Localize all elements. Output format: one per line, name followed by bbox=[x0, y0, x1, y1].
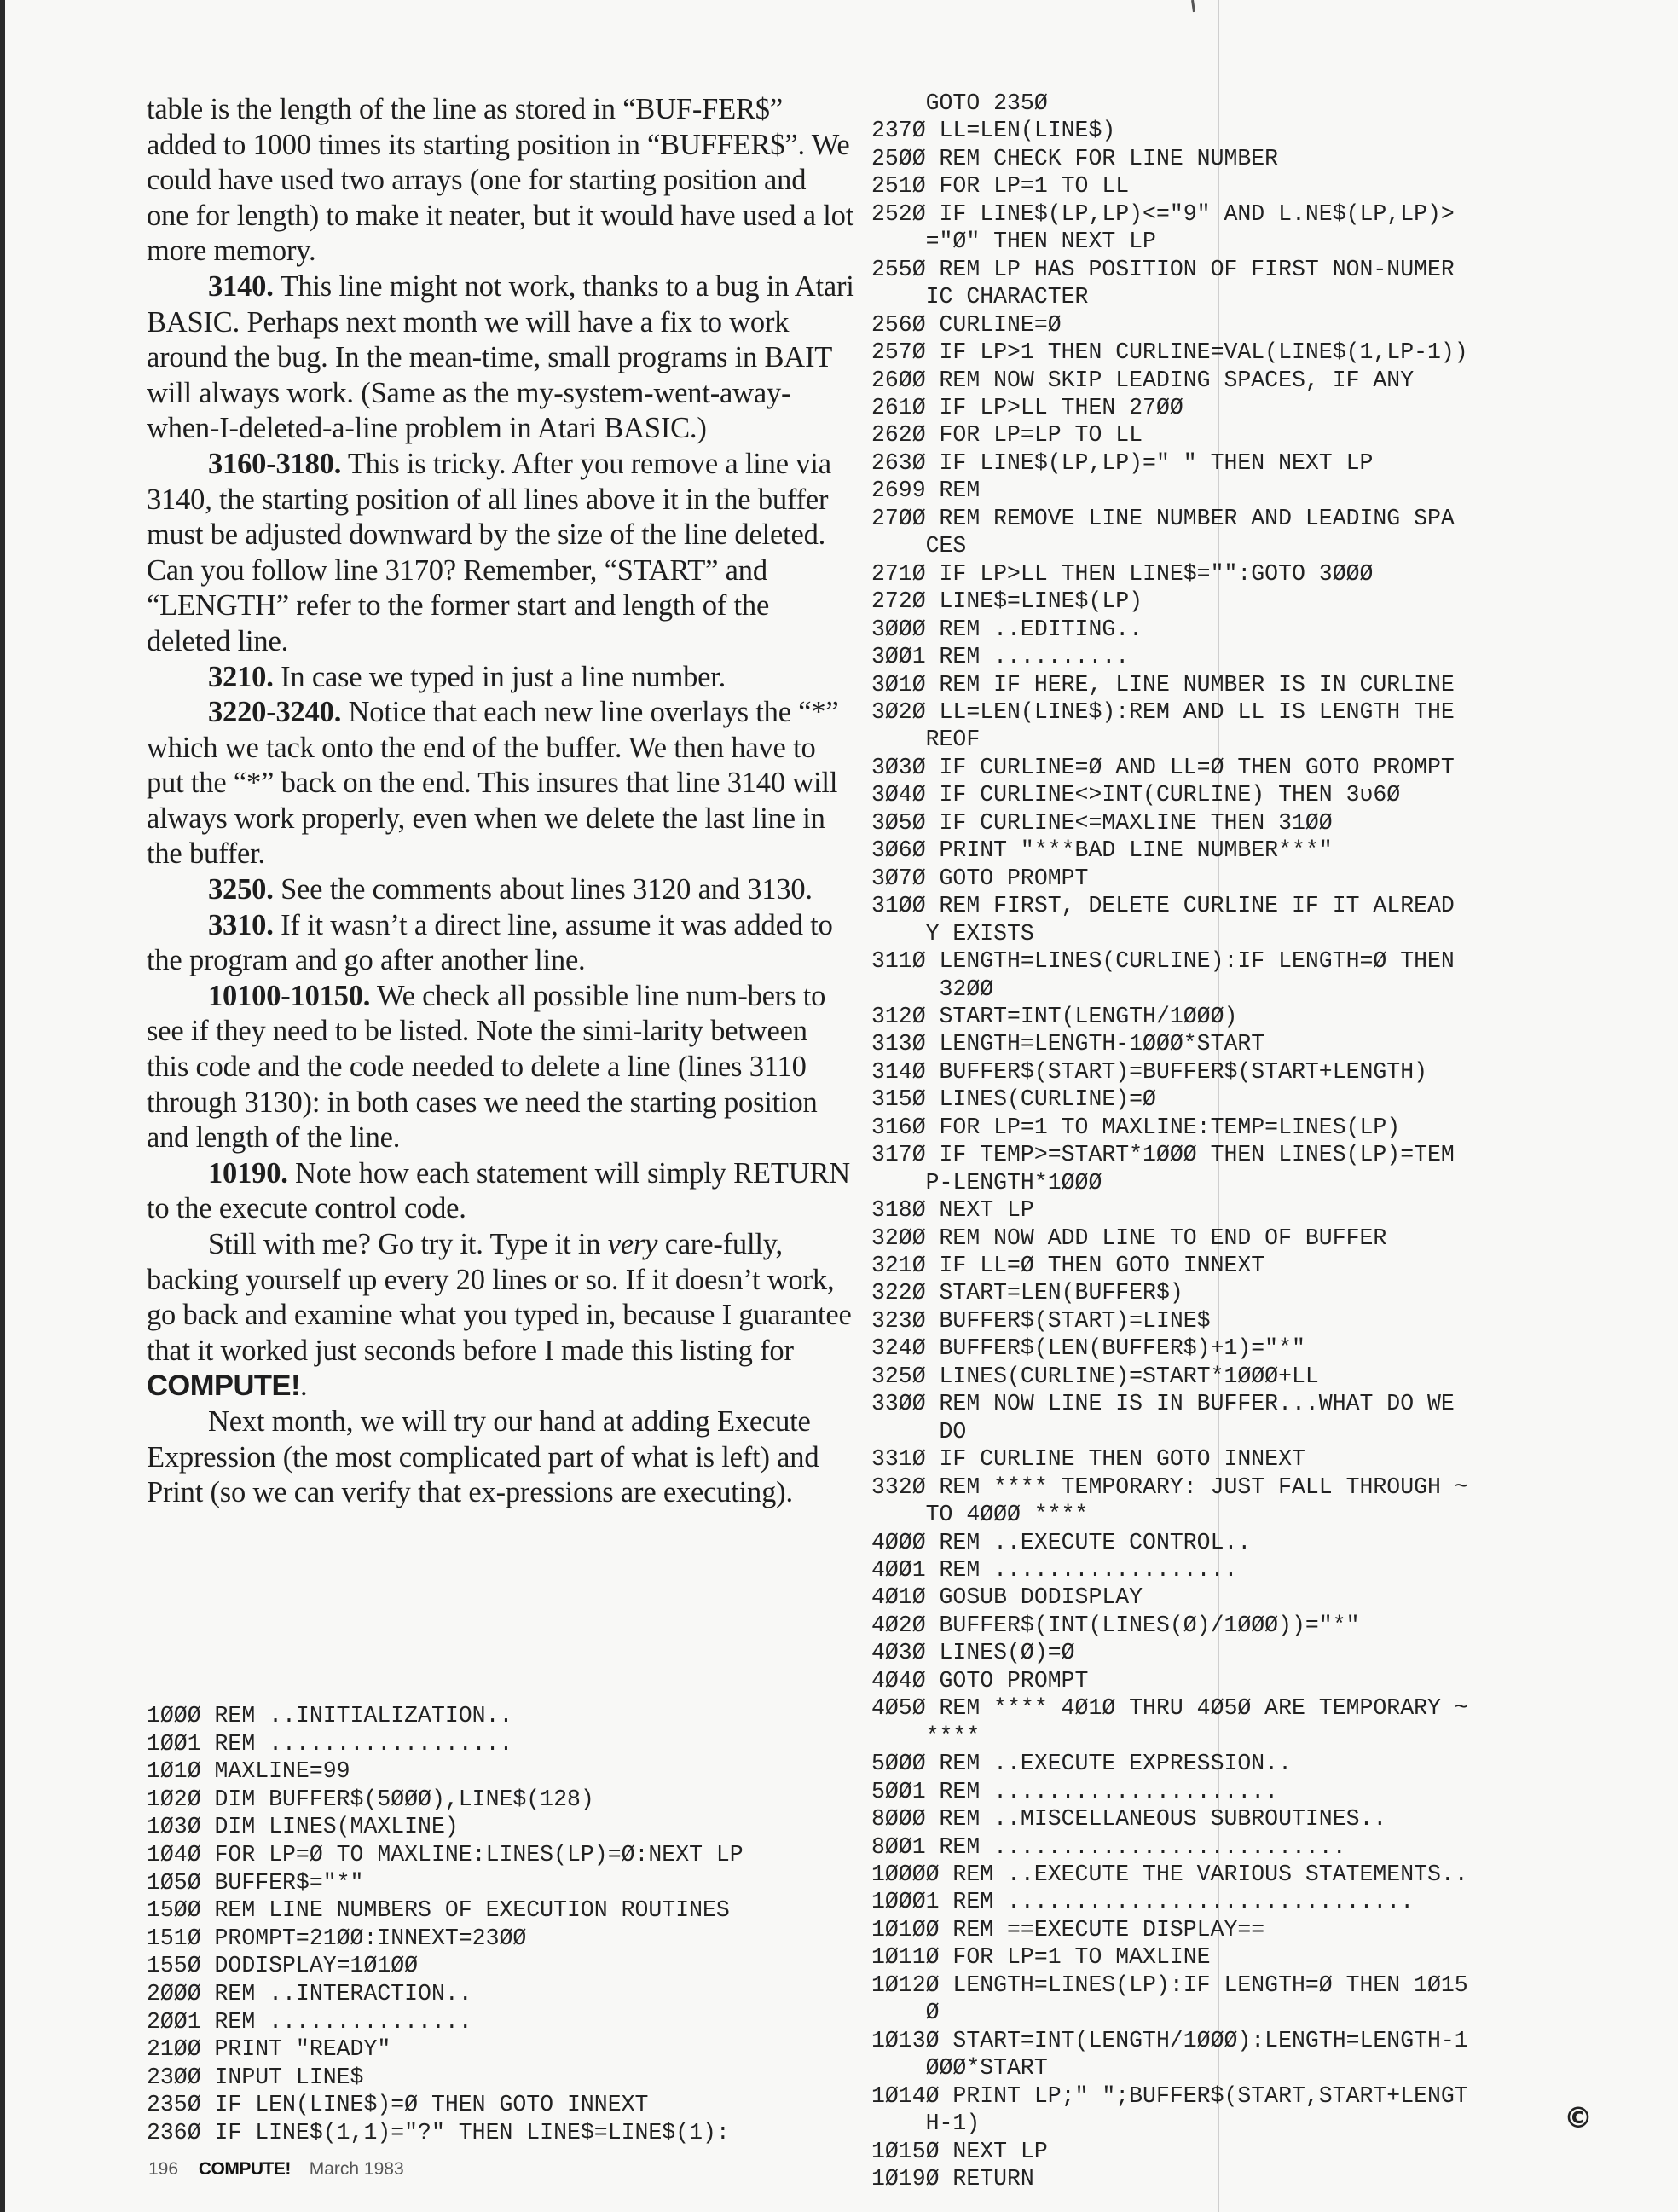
paragraph bbox=[147, 979, 854, 1156]
code-line: P-LENGTH*1ØØØ bbox=[871, 1169, 1102, 1196]
code-line: 323Ø BUFFER$(START)=LINE$ bbox=[871, 1307, 1211, 1334]
code-line: TO 4ØØØ **** bbox=[871, 1502, 1089, 1528]
code-line: 1Ø1ØØ REM ==EXECUTE DISPLAY== bbox=[871, 1916, 1265, 1943]
code-line: 255Ø REM LP HAS POSITION OF FIRST NON-NUMER bbox=[871, 256, 1455, 282]
code-line: 32ØØ REM NOW ADD LINE TO END OF BUFFER bbox=[871, 1225, 1387, 1251]
emphasis-text: very bbox=[607, 1228, 658, 1260]
paragraph-text: See the comments about lines 3120 and 3130. bbox=[273, 873, 813, 906]
code-line: 331Ø IF CURLINE THEN GOTO INNEXT bbox=[871, 1446, 1305, 1473]
code-line: 2ØØØ REM ..INTERACTION.. bbox=[147, 1980, 472, 2006]
paragraph bbox=[147, 872, 854, 908]
paragraph bbox=[147, 695, 854, 872]
paragraph bbox=[147, 660, 854, 696]
code-line: 2ØØ1 REM ............... bbox=[147, 2008, 472, 2035]
paragraph bbox=[147, 269, 854, 447]
magazine-name: COMPUTE! bbox=[147, 1369, 300, 1403]
paragraph-lead: 3310. bbox=[208, 908, 274, 941]
code-line: 27ØØ REM REMOVE LINE NUMBER AND LEADING SPA bbox=[871, 505, 1455, 531]
footer-magazine-name: COMPUTE! bbox=[198, 2159, 291, 2179]
code-line: 325Ø LINES(CURLINE)=START*1ØØØ+LL bbox=[871, 1363, 1319, 1389]
code-line: CES bbox=[871, 533, 967, 559]
code-line: 33ØØ REM NOW LINE IS IN BUFFER...WHAT DO WE bbox=[871, 1391, 1455, 1417]
code-line: 31ØØ REM FIRST, DELETE CURLINE IF IT ALREAD bbox=[871, 893, 1455, 919]
page-footer bbox=[148, 2159, 404, 2180]
paragraph-text: Next month, we will try our hand at adding Execute Expression (the most complicated part of what is left) and Print (so we can verify that ex-pressions are executing). bbox=[147, 1404, 819, 1509]
code-line: 1Ø14Ø PRINT LP;" ";BUFFER$(START,START+LENGT bbox=[871, 2082, 1468, 2109]
code-line: REOF bbox=[871, 727, 981, 753]
code-line: 324Ø BUFFER$(LEN(BUFFER$)+1)="*" bbox=[871, 1335, 1305, 1362]
end-of-article-icon: © bbox=[1564, 2101, 1593, 2135]
code-line: 1Ø1Ø MAXLINE=99 bbox=[147, 1758, 350, 1785]
code-line: ="Ø" THEN NEXT LP bbox=[871, 229, 1156, 255]
code-line: 3Ø3Ø IF CURLINE=Ø AND LL=Ø THEN GOTO PROMPT bbox=[871, 754, 1455, 780]
code-line: 263Ø IF LINE$(LP,LP)=" " THEN NEXT LP bbox=[871, 449, 1374, 476]
code-line: 1Ø19Ø RETURN bbox=[871, 2165, 1034, 2192]
paragraph-lead: 10100-10150. bbox=[208, 979, 371, 1012]
paragraph-text: table is the length of the line as stored in “BUF-FER$” added to 1000 times its starting position in “BUFFER$”. We could have used two arrays (one for starting position and one for length) to make it neater, but it would have used a lot more memory. bbox=[147, 93, 854, 268]
code-line: 1ØØ1 REM .................. bbox=[147, 1730, 513, 1757]
paragraph-lead: 3220-3240. bbox=[208, 696, 342, 729]
code-line: 5ØØØ REM ..EXECUTE EXPRESSION.. bbox=[871, 1751, 1292, 1777]
code-line: 3ØØØ REM ..EDITING.. bbox=[871, 616, 1143, 642]
code-line: 5ØØ1 REM ..................... bbox=[871, 1778, 1279, 1804]
code-line: 1Ø15Ø NEXT LP bbox=[871, 2138, 1048, 2164]
code-line: 251Ø FOR LP=1 TO LL bbox=[871, 173, 1130, 200]
scan-mark bbox=[1191, 0, 1195, 12]
code-line: 15ØØ REM LINE NUMBERS OF EXECUTION ROUTINES bbox=[147, 1897, 730, 1924]
code-line: 1Ø2Ø DIM BUFFER$(5ØØØ),LINE$(128) bbox=[147, 1786, 594, 1812]
code-line: 8ØØ1 REM .......................... bbox=[871, 1833, 1346, 1860]
code-line: 1Ø13Ø START=INT(LENGTH/1ØØØ):LENGTH=LENGTH-1 bbox=[871, 2027, 1468, 2053]
code-line: 3ØØ1 REM .......... bbox=[871, 644, 1130, 670]
code-line: 314Ø BUFFER$(START)=BUFFER$(START+LENGTH) bbox=[871, 1058, 1428, 1085]
code-line: 236Ø IF LINE$(1,1)="?" THEN LINE$=LINE$(1): bbox=[147, 2119, 730, 2145]
paragraph-text: If it wasn’t a direct line, assume it was added to the program and go after another line. bbox=[147, 908, 833, 977]
paragraph-text: This line might not work, thanks to a bug in Atari BASIC. Perhaps next month we will have a fix to work around the bug. In the mean-time, small programs in BAIT will always work. (Same as the my-system-went-away-when-I-deleted-a-line problem in Atari BASIC.) bbox=[147, 269, 854, 445]
program-listing-left bbox=[147, 1702, 744, 2147]
code-line: GOTO 235Ø bbox=[871, 90, 1048, 116]
code-line: 316Ø FOR LP=1 TO MAXLINE:TEMP=LINES(LP) bbox=[871, 1114, 1401, 1140]
code-line: 4Ø2Ø BUFFER$(INT(LINES(Ø)/1ØØØ))="*" bbox=[871, 1612, 1360, 1638]
code-line: Y EXISTS bbox=[871, 920, 1034, 947]
paragraph-text: Notice that each new line overlays the “*” which we tack onto the end of the buffer. We then have to put the “*” back on the end. This insures that line 3140 will always work properly, even when we delete the last line in the buffer. bbox=[147, 696, 839, 871]
code-line: 256Ø CURLINE=Ø bbox=[871, 311, 1062, 338]
paragraph-lead: 3210. bbox=[208, 660, 274, 693]
code-line: 237Ø LL=LEN(LINE$) bbox=[871, 118, 1116, 144]
code-line: DO bbox=[871, 1418, 967, 1445]
code-line: 235Ø IF LEN(LINE$)=Ø THEN GOTO INNEXT bbox=[147, 2092, 649, 2118]
code-line: 151Ø PROMPT=21ØØ:INNEXT=23ØØ bbox=[147, 1925, 527, 1951]
code-line: 21ØØ PRINT "READY" bbox=[147, 2036, 391, 2063]
code-line: 4ØØØ REM ..EXECUTE CONTROL.. bbox=[871, 1529, 1252, 1555]
code-line: 318Ø NEXT LP bbox=[871, 1197, 1034, 1224]
paragraph-lead: 10190. bbox=[208, 1156, 288, 1190]
scan-edge bbox=[0, 0, 5, 2212]
page-number: 196 bbox=[148, 2159, 179, 2179]
code-line: 1Ø5Ø BUFFER$="*" bbox=[147, 1869, 364, 1896]
code-line: 271Ø IF LP>LL THEN LINE$="":GOTO 3ØØØ bbox=[871, 560, 1374, 587]
code-line: 272Ø LINE$=LINE$(LP) bbox=[871, 588, 1143, 615]
code-line: H-1) bbox=[871, 2111, 981, 2137]
paragraph-lead: 3160-3180. bbox=[208, 447, 342, 480]
paragraph-text: care-fully, backing yourself up every 20 lines or so. If it doesn’t work, go back and examine what you typed in, because I guarantee that it worked just seconds before I made this listing for bbox=[147, 1228, 852, 1367]
code-line: 1ØØØ REM ..INITIALIZATION.. bbox=[147, 1703, 513, 1728]
paragraph-text: This is tricky. After you remove a line via 3140, the starting position of all lines above it in the buffer must be adjusted downward by the size of the line deleted. Can you follow line 3170? Remember, “START” and “LENGTH” refer to the former start and length of the deleted line. bbox=[147, 447, 831, 657]
code-line: 262Ø FOR LP=LP TO LL bbox=[871, 422, 1143, 449]
code-line: 23ØØ INPUT LINE$ bbox=[147, 2064, 364, 2090]
code-line: 155Ø DODISPLAY=1Ø1ØØ bbox=[147, 1953, 419, 1979]
code-line: ØØØ*START bbox=[871, 2055, 1048, 2082]
paragraph-text: . bbox=[300, 1369, 308, 1403]
issue-date: March 1983 bbox=[309, 2159, 404, 2179]
code-line: 1ØØØØ REM ..EXECUTE THE VARIOUS STATEMENTS.. bbox=[871, 1862, 1468, 1887]
code-line: 311Ø LENGTH=LINES(CURLINE):IF LENGTH=Ø THEN bbox=[871, 948, 1455, 975]
code-line: 317Ø IF TEMP>=START*1ØØØ THEN LINES(LP)=TEM bbox=[871, 1142, 1455, 1168]
code-line: 315Ø LINES(CURLINE)=Ø bbox=[871, 1086, 1156, 1113]
code-line: 4Ø5Ø REM **** 4Ø1Ø THRU 4Ø5Ø ARE TEMPORARY ~ bbox=[871, 1695, 1468, 1722]
code-line: 312Ø START=INT(LENGTH/1ØØØ) bbox=[871, 1003, 1238, 1029]
code-line: 4Ø4Ø GOTO PROMPT bbox=[871, 1667, 1089, 1694]
paragraph-text: We check all possible line num-bers to see if they need to be listed. Note the simi-larity between this code and the code needed to delete a line (lines 3110 through 3130): in both cases we need the starting position and length of the line. bbox=[147, 979, 826, 1155]
code-line: 4Ø1Ø GOSUB DODISPLAY bbox=[871, 1584, 1143, 1611]
code-line: 1ØØØ1 REM .............................. bbox=[871, 1889, 1415, 1915]
code-line: 1Ø3Ø DIM LINES(MAXLINE) bbox=[147, 1814, 459, 1840]
code-line: 3Ø5Ø IF CURLINE<=MAXLINE THEN 31ØØ bbox=[871, 809, 1333, 836]
code-line: 26ØØ REM NOW SKIP LEADING SPACES, IF ANY bbox=[871, 367, 1415, 393]
code-line: **** bbox=[871, 1723, 981, 1749]
code-line: 2699 REM bbox=[871, 478, 981, 504]
paragraph bbox=[147, 447, 854, 660]
code-line: 3Ø6Ø PRINT "***BAD LINE NUMBER***" bbox=[871, 837, 1333, 864]
paragraph-text: In case we typed in just a line number. bbox=[273, 660, 726, 693]
code-line: 4Ø3Ø LINES(Ø)=Ø bbox=[871, 1640, 1075, 1666]
code-line: 3Ø4Ø IF CURLINE<>INT(CURLINE) THEN 3ʋ6Ø bbox=[871, 782, 1401, 808]
code-line: 1Ø4Ø FOR LP=Ø TO MAXLINE:LINES(LP)=Ø:NEXT LP bbox=[147, 1841, 744, 1867]
paragraph-next-month bbox=[147, 1404, 854, 1511]
code-line: 4ØØ1 REM .................. bbox=[871, 1557, 1238, 1584]
code-line: 3Ø7Ø GOTO PROMPT bbox=[871, 865, 1089, 891]
code-line: 25ØØ REM CHECK FOR LINE NUMBER bbox=[871, 145, 1279, 171]
code-line: 261Ø IF LP>LL THEN 27ØØ bbox=[871, 394, 1183, 420]
code-line: 321Ø IF LL=Ø THEN GOTO INNEXT bbox=[871, 1253, 1265, 1279]
code-line: 1Ø11Ø FOR LP=1 TO MAXLINE bbox=[871, 1944, 1211, 1971]
code-line: 313Ø LENGTH=LENGTH-1ØØØ*START bbox=[871, 1031, 1265, 1057]
paragraph-still-with-me bbox=[147, 1227, 854, 1404]
code-line: 322Ø START=LEN(BUFFER$) bbox=[871, 1280, 1183, 1306]
code-line: 3Ø2Ø LL=LEN(LINE$):REM AND LL IS LENGTH THE bbox=[871, 698, 1455, 725]
code-line: IC CHARACTER bbox=[871, 284, 1089, 310]
paragraph-lead: 3250. bbox=[208, 873, 274, 906]
paragraph bbox=[147, 92, 854, 269]
code-line: 332Ø REM **** TEMPORARY: JUST FALL THROUGH ~ bbox=[871, 1474, 1468, 1500]
article-body bbox=[147, 92, 854, 1511]
code-line: 3Ø1Ø REM IF HERE, LINE NUMBER IS IN CURLINE bbox=[871, 671, 1455, 698]
code-line: Ø bbox=[871, 2000, 940, 2026]
paragraph-lead: 3140. bbox=[208, 269, 274, 303]
code-line: 1Ø12Ø LENGTH=LINES(LP):IF LENGTH=Ø THEN 1Ø15 bbox=[871, 1972, 1468, 1998]
paragraph bbox=[147, 1156, 854, 1227]
paragraph-text: Still with me? Go try it. Type it in bbox=[208, 1228, 608, 1260]
program-listing-right bbox=[871, 90, 1468, 2192]
code-line: 252Ø IF LINE$(LP,LP)<="9" AND L.NE$(LP,LP)> bbox=[871, 200, 1455, 227]
paragraph bbox=[147, 908, 854, 979]
paragraph-text: Note how each statement will simply RETURN to the execute control code. bbox=[147, 1156, 850, 1225]
code-line: 257Ø IF LP>1 THEN CURLINE=VAL(LINE$(1,LP-1)) bbox=[871, 339, 1468, 366]
code-line: 8ØØØ REM ..MISCELLANEOUS SUBROUTINES.. bbox=[871, 1806, 1387, 1833]
code-line: 32ØØ bbox=[871, 976, 994, 1002]
